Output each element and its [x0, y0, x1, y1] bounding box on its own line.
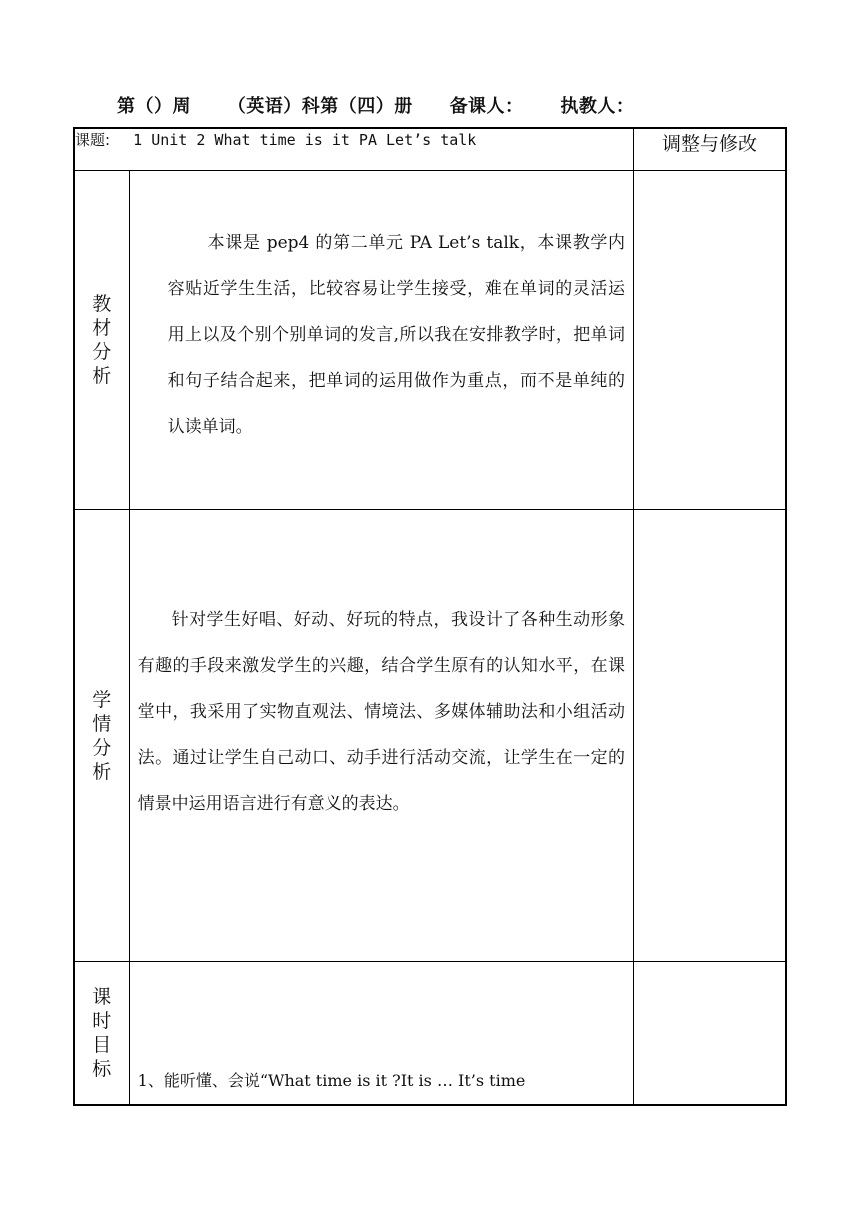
student-analysis-label-cell — [74, 510, 129, 962]
lesson-objectives-content-cell — [129, 962, 633, 1106]
lesson-objectives-notes-cell[interactable] — [634, 962, 786, 1106]
header-teacher: 执教人： — [560, 96, 635, 117]
lesson-title-value: 1 Unit 2 What time is it PA Let’s talk — [133, 131, 477, 149]
lesson-objectives-label: 课时目标 — [92, 986, 112, 1080]
header-subject: （英语）科第（四）册 — [227, 96, 413, 117]
adjustment-header: 调整与修改 — [634, 128, 786, 171]
page-header — [117, 92, 664, 118]
lesson-plan-table — [73, 127, 787, 1106]
student-analysis-text: 针对学生好唱、好动、好玩的特点，我设计了各种生动形象有趣的手段来激发学生的兴趣，结合学生原有的认知水平，在课堂中，我采用了实物直观法、情境法、多媒体辅助法和小组活动法。通过让学生自己动口、动手进行活动交流，让学生在一定的情景中运用语言进行有意义的表达。 — [137, 610, 626, 814]
textbook-analysis-label: 教材分析 — [92, 293, 112, 387]
textbook-analysis-row — [74, 171, 786, 510]
header-preparer: 备课人： — [449, 96, 524, 117]
lesson-title-label: 课题: — [75, 131, 111, 149]
textbook-analysis-notes-cell[interactable] — [634, 171, 786, 510]
student-analysis-row — [74, 510, 786, 962]
lesson-objectives-row — [74, 962, 786, 1106]
title-row — [74, 128, 786, 171]
textbook-analysis-label-cell — [74, 171, 129, 510]
student-analysis-notes-cell[interactable] — [634, 510, 786, 962]
student-analysis-label: 学情分析 — [92, 688, 112, 783]
student-analysis-content-cell — [129, 510, 633, 962]
textbook-analysis-text: 本课是 pep4 的第二单元 PA Let’s talk，本课教学内容贴近学生生活，比较容易让学生接受，难在单词的灵活运用上以及个别个别单词的发言,所以我在安排教学时，把单词和句子结合起来，把单词的运用做作为重点，而不是单纯的认读单词。 — [167, 233, 626, 437]
lesson-objectives-label-cell — [74, 962, 129, 1106]
lesson-title-cell — [74, 128, 634, 171]
textbook-analysis-content-cell — [129, 171, 633, 510]
lesson-objectives-text: 1、能听懂、会说“What time is it ?It is … It’s time — [137, 1071, 526, 1090]
header-week: 第（）周 — [117, 96, 191, 117]
